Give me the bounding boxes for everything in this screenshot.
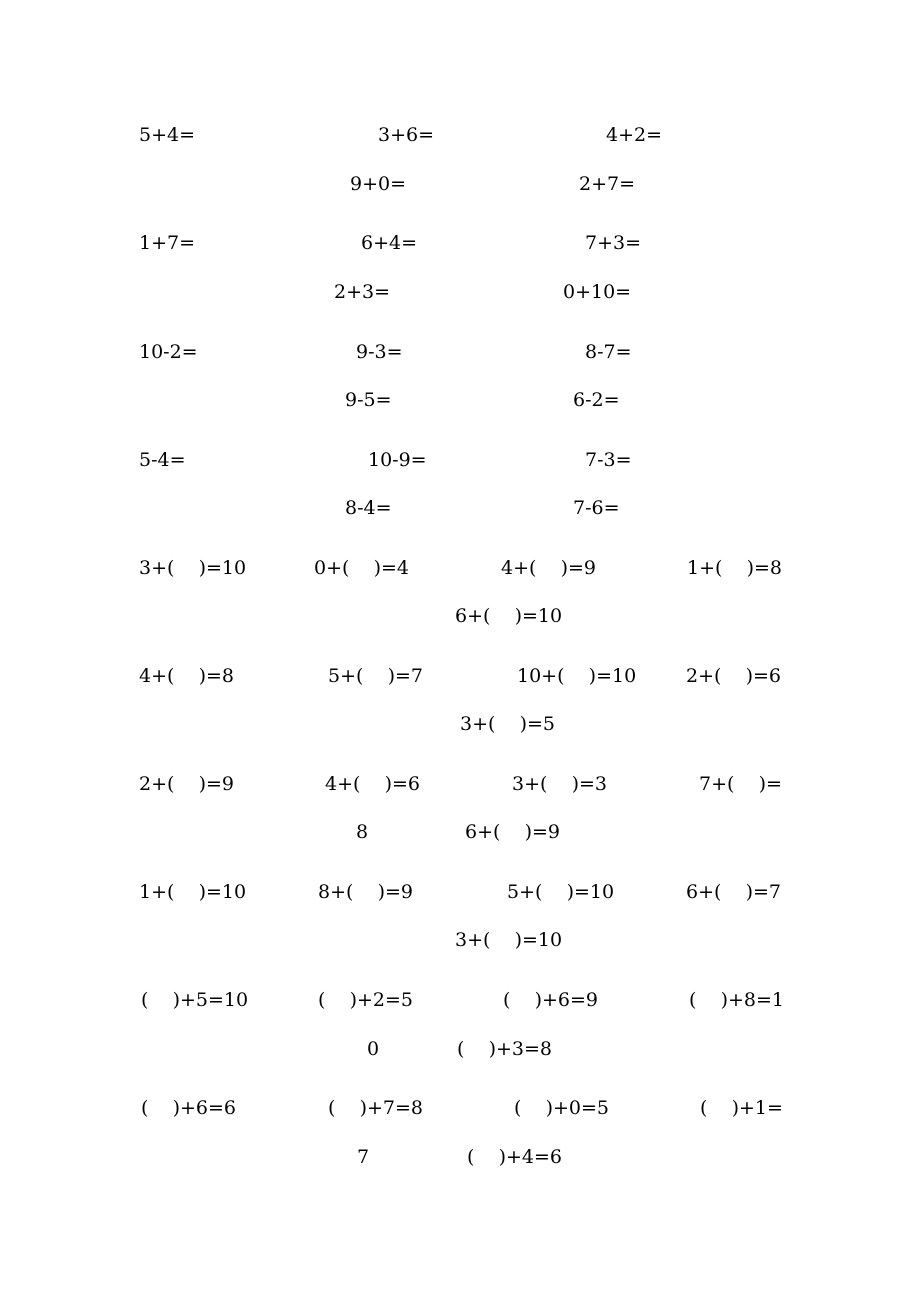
problem: 10-2= (139, 341, 198, 363)
problem: 3+( )=10 (455, 929, 563, 951)
problem: 7+3= (585, 232, 642, 254)
problem: 3+( )=10 (139, 557, 247, 579)
problem: 9-3= (356, 341, 403, 363)
problem: ( )+2=5 (318, 989, 413, 1011)
problem: 4+( )=8 (139, 665, 234, 687)
problem: 6+4= (361, 232, 418, 254)
problem: 10-9= (368, 449, 427, 471)
problem: 2+3= (334, 281, 391, 303)
problem: 3+( )=5 (460, 713, 555, 735)
problem: 0+( )=4 (314, 557, 409, 579)
problem: ( )+5=10 (141, 989, 249, 1011)
problem: 1+7= (139, 232, 196, 254)
problem: 5+( )=10 (507, 881, 615, 903)
problem: 4+2= (606, 124, 663, 146)
problem: 5-4= (139, 449, 186, 471)
problem: 5+4= (139, 124, 196, 146)
problem: ( )+3=8 (457, 1038, 552, 1060)
problem: ( )+4=6 (467, 1146, 562, 1168)
problem: ( )+7=8 (328, 1097, 423, 1119)
problem: 6+( )=10 (455, 605, 563, 627)
problem-wrap: 7 (357, 1146, 370, 1168)
problem: 4+( )=6 (325, 773, 420, 795)
problem: 7-3= (585, 449, 632, 471)
problem: 1+( )=10 (139, 881, 247, 903)
problem: 1+( )=8 (687, 557, 782, 579)
problem-wrap: 8 (356, 821, 369, 843)
problem: 2+( )=9 (139, 773, 234, 795)
problem: 8+( )=9 (318, 881, 413, 903)
problem: ( )+6=9 (503, 989, 598, 1011)
problem: 10+( )=10 (517, 665, 637, 687)
problem: 2+7= (579, 173, 636, 195)
problem: 8-7= (585, 341, 632, 363)
problem: 6-2= (573, 389, 620, 411)
problem: 9-5= (345, 389, 392, 411)
problem: 7-6= (573, 497, 620, 519)
problem: 0+10= (563, 281, 632, 303)
problem: ( )+8=1 (689, 989, 784, 1011)
problem: ( )+0=5 (514, 1097, 609, 1119)
problem: 4+( )=9 (501, 557, 596, 579)
problem: 6+( )=7 (686, 881, 781, 903)
problem-wrap: 0 (367, 1038, 380, 1060)
problem: ( )+1= (700, 1097, 783, 1119)
problem: 2+( )=6 (686, 665, 781, 687)
problem: 6+( )=9 (465, 821, 560, 843)
problem: ( )+6=6 (141, 1097, 236, 1119)
problem: 9+0= (350, 173, 407, 195)
problem: 7+( )= (699, 773, 782, 795)
problem: 5+( )=7 (328, 665, 423, 687)
problem: 3+6= (378, 124, 435, 146)
problem: 8-4= (345, 497, 392, 519)
problem: 3+( )=3 (512, 773, 607, 795)
